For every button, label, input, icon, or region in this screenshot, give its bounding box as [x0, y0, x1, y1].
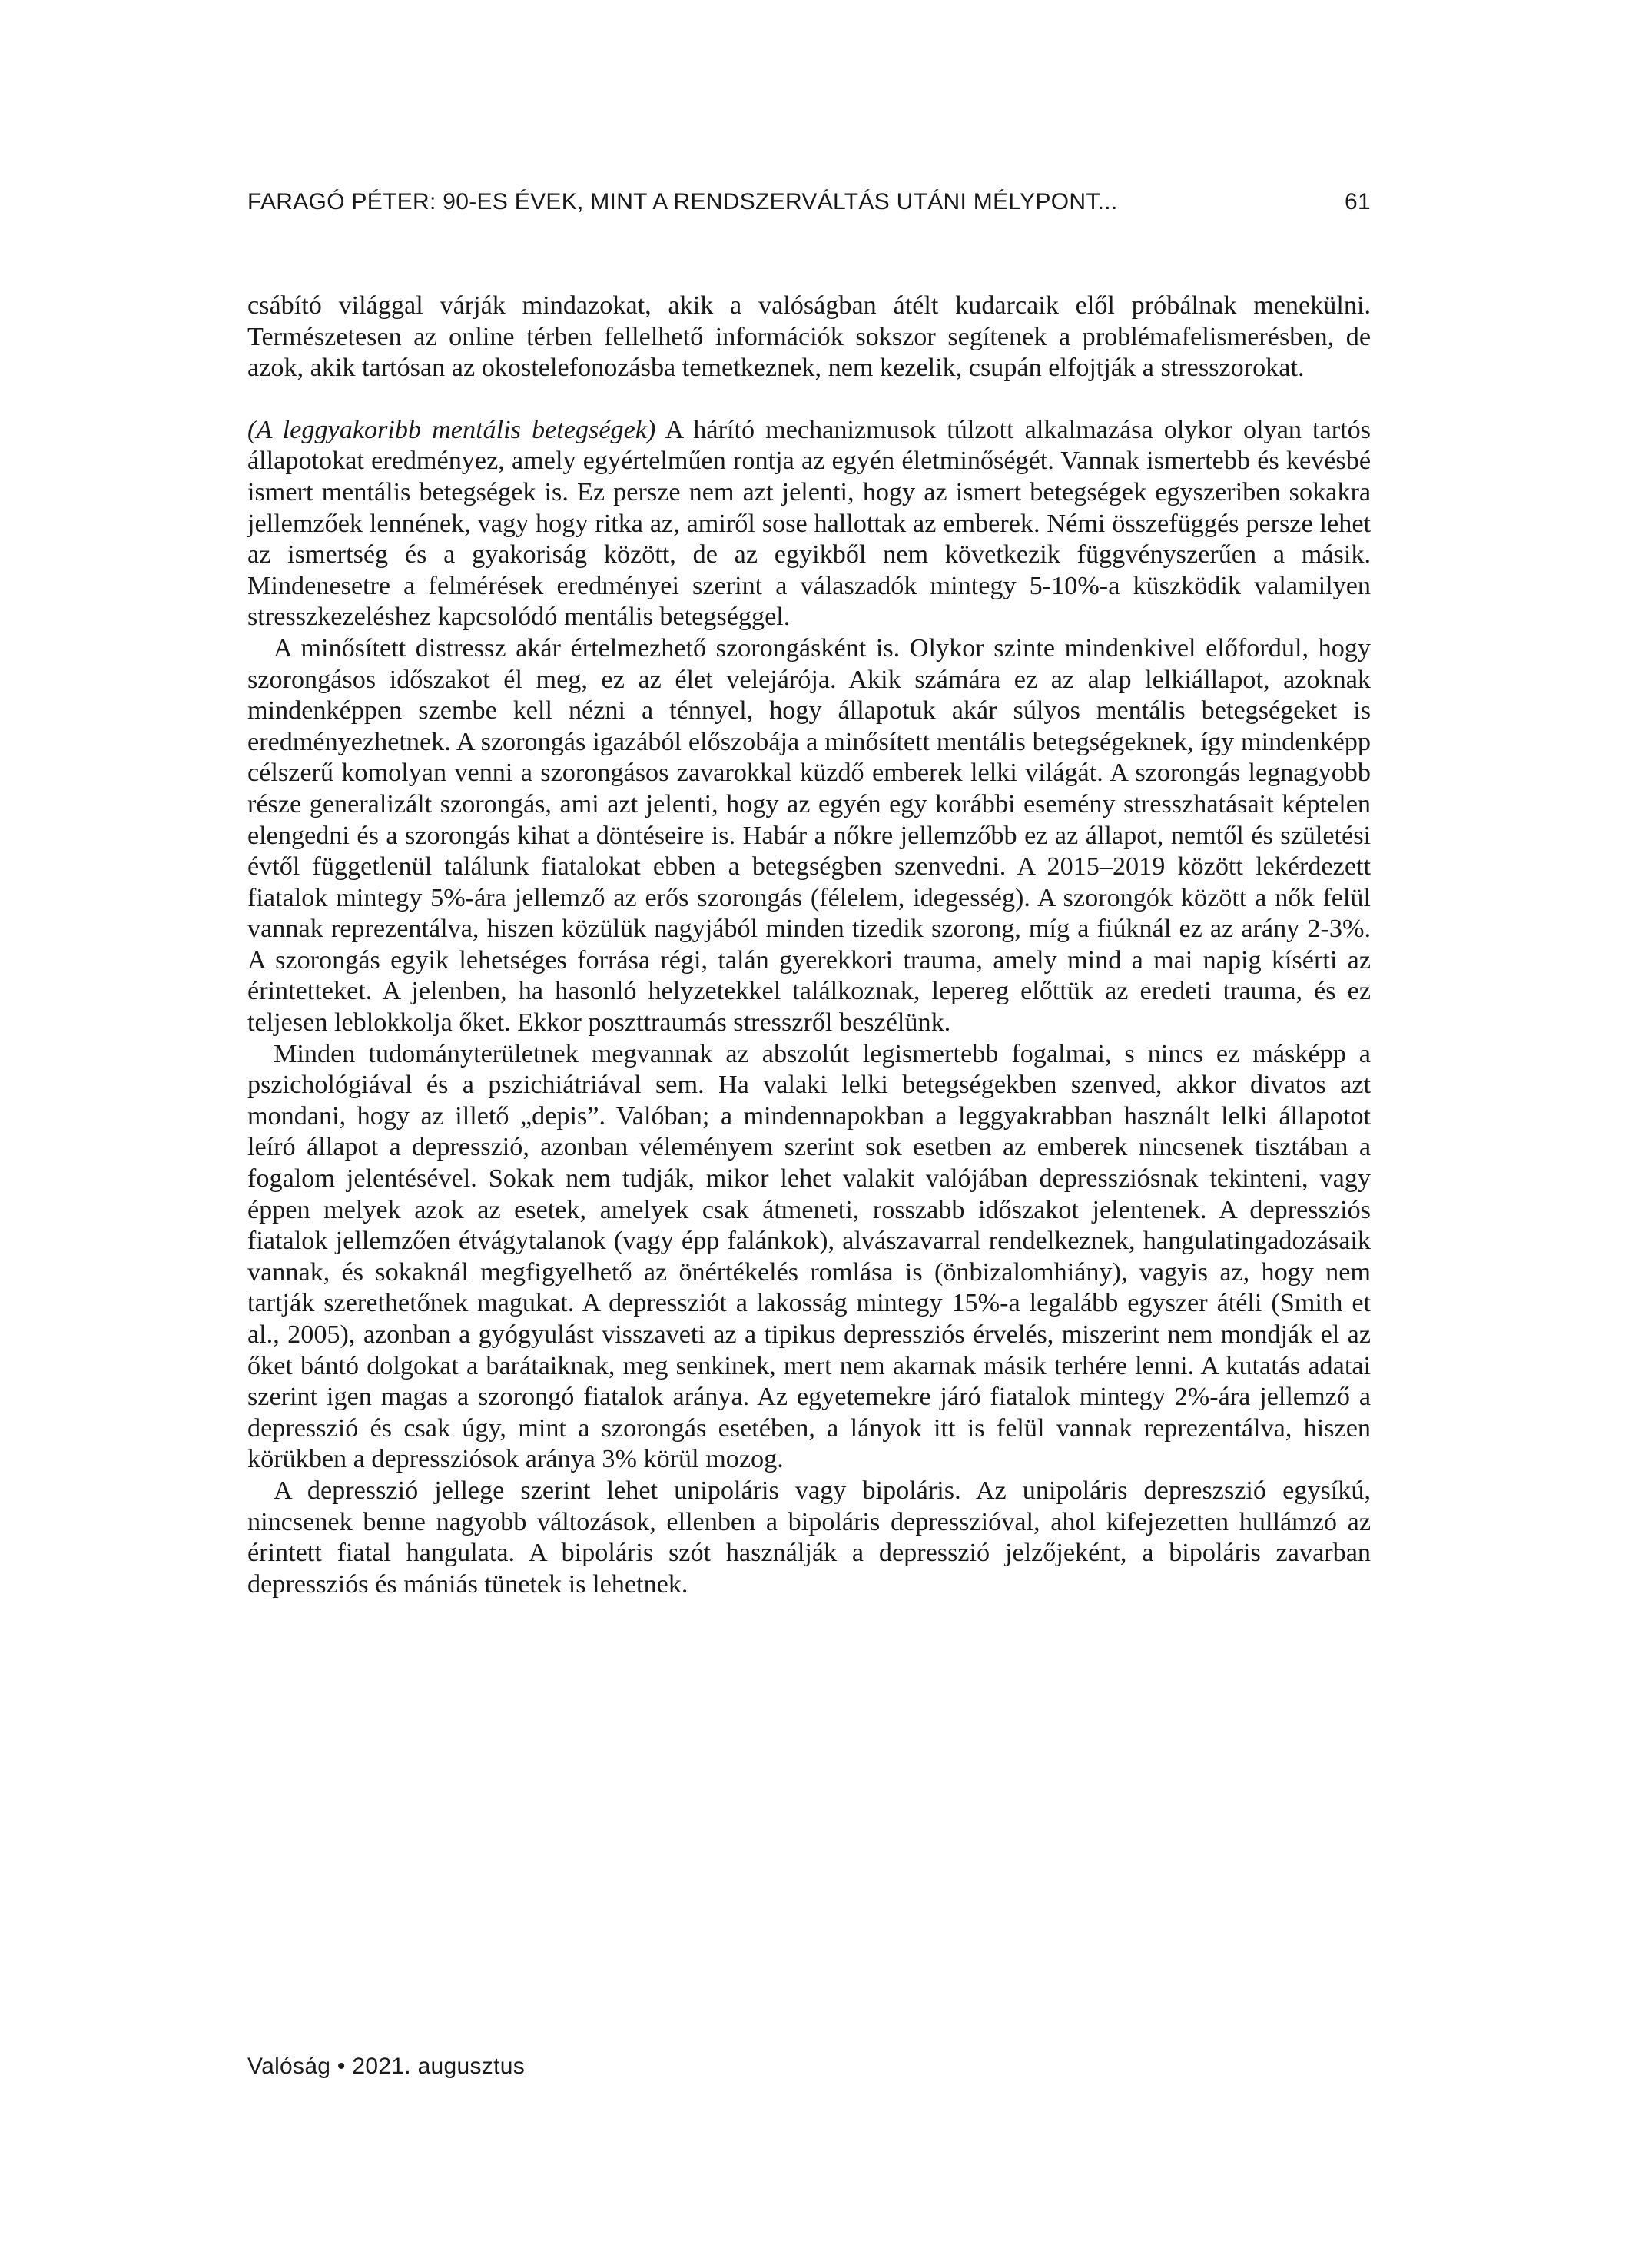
article-body: [247, 291, 1371, 1600]
running-title: FARAGÓ PÉTER: 90-ES ÉVEK, MINT A RENDSZERVÁLTÁS UTÁNI MÉLYPONT...: [247, 189, 1118, 214]
section-run-in-heading: (A leggyakoribb mentális betegségek): [247, 415, 656, 444]
page-footer: [247, 2054, 525, 2080]
paragraph-section-start: [247, 415, 1371, 633]
paragraph-text: A hárító mechanizmusok túlzott alkalmazása olykor olyan tartós állapotokat eredményez, amely egyértelműen rontja az egyén életminőségét. Vannak ismertebb és kevésbé ismert mentális betegségek is. Ez persze nem azt jelenti, hogy az ismert betegségek egyszeriben sokakra jellemzőek lennének, vagy hogy ritka az, amiről sose hallottak az emberek. Némi összefüggés persze lehet az ismertség és a gyakoriság között, de az egyikből nem következik függvényszerűen a másik. Mindenesetre a felmérések eredményei szerint a válaszadók mintegy 5-10%-a küszködik valamilyen stresszkezeléshez kapcsolódó mentális betegséggel.: [247, 415, 1371, 632]
paragraph-continued: csábító világgal várják mindazokat, akik a valóságban átélt kudarcaik elől próbálnak menekülni. Természetesen az online térben fellelhető információk sokszor segítenek a problémafelismerésben, de azok, akik tartósan az okostelefonozásba temetkeznek, nem kezelik, csupán elfojtják a stresszorokat.: [247, 291, 1371, 383]
paragraph: Minden tudományterületnek megvannak az abszolút legismertebb fogalmai, s nincs ez másképp a pszichológiával és a pszichiátriával sem. Ha valaki lelki betegségekben szenved, akkor divatos azt mondani, hogy az illető „depis”. Valóban; a mindennapokban a leggyakrabban használt lelki állapotot leíró állapot a depresszió, azonban véleményem szerint sok esetben az emberek nincsenek tisztában a fogalom jelentésével. Sokak nem tudják, mikor lehet valakit valójában depressziósnak tekinteni, vagy éppen melyek azok az esetek, amelyek csak átmeneti, rosszabb időszakot jelentenek. A depressziós fiatalok jellemzően étvágytalanok (vagy épp falánkok), alvászavarral rendelkeznek, hangulatingadozásaik vannak, és sokaknál megfigyelhető az önértékelés romlása is (önbizalomhiány), vagyis az, hogy nem tartják szerethetőnek magukat. A depressziót a lakosság mintegy 15%-a legalább egyszer átéli (Smith et al., 2005), azonban a gyógyulást visszaveti az a tipikus depressziós érvelés, miszerint nem mondják el az őket bántó dolgokat a barátaiknak, meg senkinek, mert nem akarnak másik terhére lenni. A kutatás adatai szerint igen magas a szorongó fiatalok aránya. Az egyetemekre járó fiatalok mintegy 2%-ára jellemző a depresszió és csak úgy, mint a szorongás esetében, a lányok itt is felül vannak reprezentálva, hiszen körükben a depressziósok aránya 3% körül mozog.: [247, 1039, 1371, 1474]
page-header: [247, 189, 1371, 215]
publication-info: Valóság • 2021. augusztus: [247, 2054, 526, 2079]
page-number: 61: [1345, 189, 1371, 214]
paragraph: A depresszió jellege szerint lehet unipoláris vagy bipoláris. Az unipoláris depreszszió egysíkú, nincsenek benne nagyobb változások, ellenben a bipoláris depresszióval, ahol kifejezetten hullámzó az érintett fiatal hangulata. A bipoláris szót használják a depresszió jelzőjeként, a bipoláris zavarban depressziós és mániás tünetek is lehetnek.: [247, 1476, 1371, 1599]
paragraph: A minősített distressz akár értelmezhető szorongásként is. Olykor szinte mindenkivel előfordul, hogy szorongásos időszakot él meg, ez az élet velejárója. Akik számára ez az alap lelkiállapot, azoknak mindenképpen szembe kell nézni a ténnyel, hogy állapotuk akár súlyos mentális betegségeket is eredményezhetnek. A szorongás igazából előszobája a minősített mentális betegségeknek, így mindenképp célszerű komolyan venni a szorongásos zavarokkal küzdő emberek lelki világát. A szorongás legnagyobb része generalizált szorongás, ami azt jelenti, hogy az egyén egy korábbi esemény stresszhatásait képtelen elengedni és a szorongás kihat a döntéseire is. Habár a nőkre jellemzőbb ez az állapot, nemtől és születési évtől függetlenül találunk fiatalokat ebben a betegségben szenvedni. A 2015–2019 között lekérdezett fiatalok mintegy 5%-ára jellemző az erős szorongás (félelem, idegesség). A szorongók között a nők felül vannak reprezentálva, hiszen közülük nagyjából minden tizedik szorong, míg a fiúknál ez az arány 2-3%. A szorongás egyik lehetséges forrása régi, talán gyerekkori trauma, amely mind a mai napig kísérti az érintetteket. A jelenben, ha hasonló helyzetekkel találkoznak, lepereg előttük az eredeti trauma, és ez teljesen leblokkolja őket. Ekkor poszttraumás stresszről beszélünk.: [247, 633, 1371, 1038]
